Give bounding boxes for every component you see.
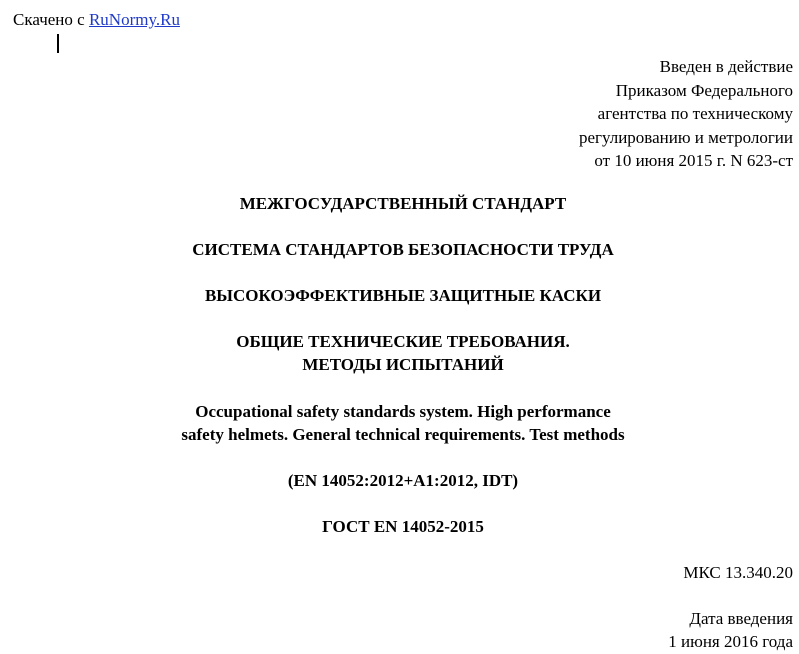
english-title-line: safety helmets. General technical requirements. Test methods: [181, 425, 625, 444]
source-line: [13, 8, 180, 32]
enactment-line: агентства по техническому: [597, 104, 793, 123]
title-heading: ВЫСОКОЭФФЕКТИВНЫЕ ЗАЩИТНЫЕ КАСКИ: [204, 286, 602, 305]
enactment-line: Приказом Федерального: [615, 80, 793, 100]
enactment-block: [579, 55, 793, 173]
standard-type-heading: МЕЖГОСУДАРСТВЕННЫЙ СТАНДАРТ: [239, 194, 567, 213]
subtitle-line: ОБЩИЕ ТЕХНИЧЕСКИЕ ТРЕБОВАНИЯ.: [236, 332, 570, 351]
source-link[interactable]: RuNormy.Ru: [88, 10, 180, 29]
mks-code: МКС 13.340.20: [683, 563, 793, 582]
english-title-line: Occupational safety standards system. High performance: [195, 402, 611, 421]
system-heading: СИСТЕМА СТАНДАРТОВ БЕЗОПАСНОСТИ ТРУДА: [192, 240, 614, 259]
designation-heading: ГОСТ EN 14052-2015: [322, 517, 484, 536]
enactment-line: Введен в действие: [659, 57, 793, 76]
subtitle-heading: [0, 330, 799, 376]
enactment-line: регулированию и метрологии: [578, 127, 793, 147]
subtitle-line: МЕТОДЫ ИСПЫТАНИЙ: [302, 355, 504, 374]
equivalence-heading: (EN 14052:2012+A1:2012, IDT): [287, 471, 519, 490]
enactment-line: от 10 июня 2015 г. N 623-ст: [594, 151, 793, 170]
text-cursor: [57, 34, 59, 53]
intro-date-label: Дата введения: [689, 609, 793, 628]
english-title: [0, 400, 799, 446]
intro-date-value: 1 июня 2016 года: [668, 632, 793, 651]
source-prefix: Скачено с: [13, 10, 85, 29]
